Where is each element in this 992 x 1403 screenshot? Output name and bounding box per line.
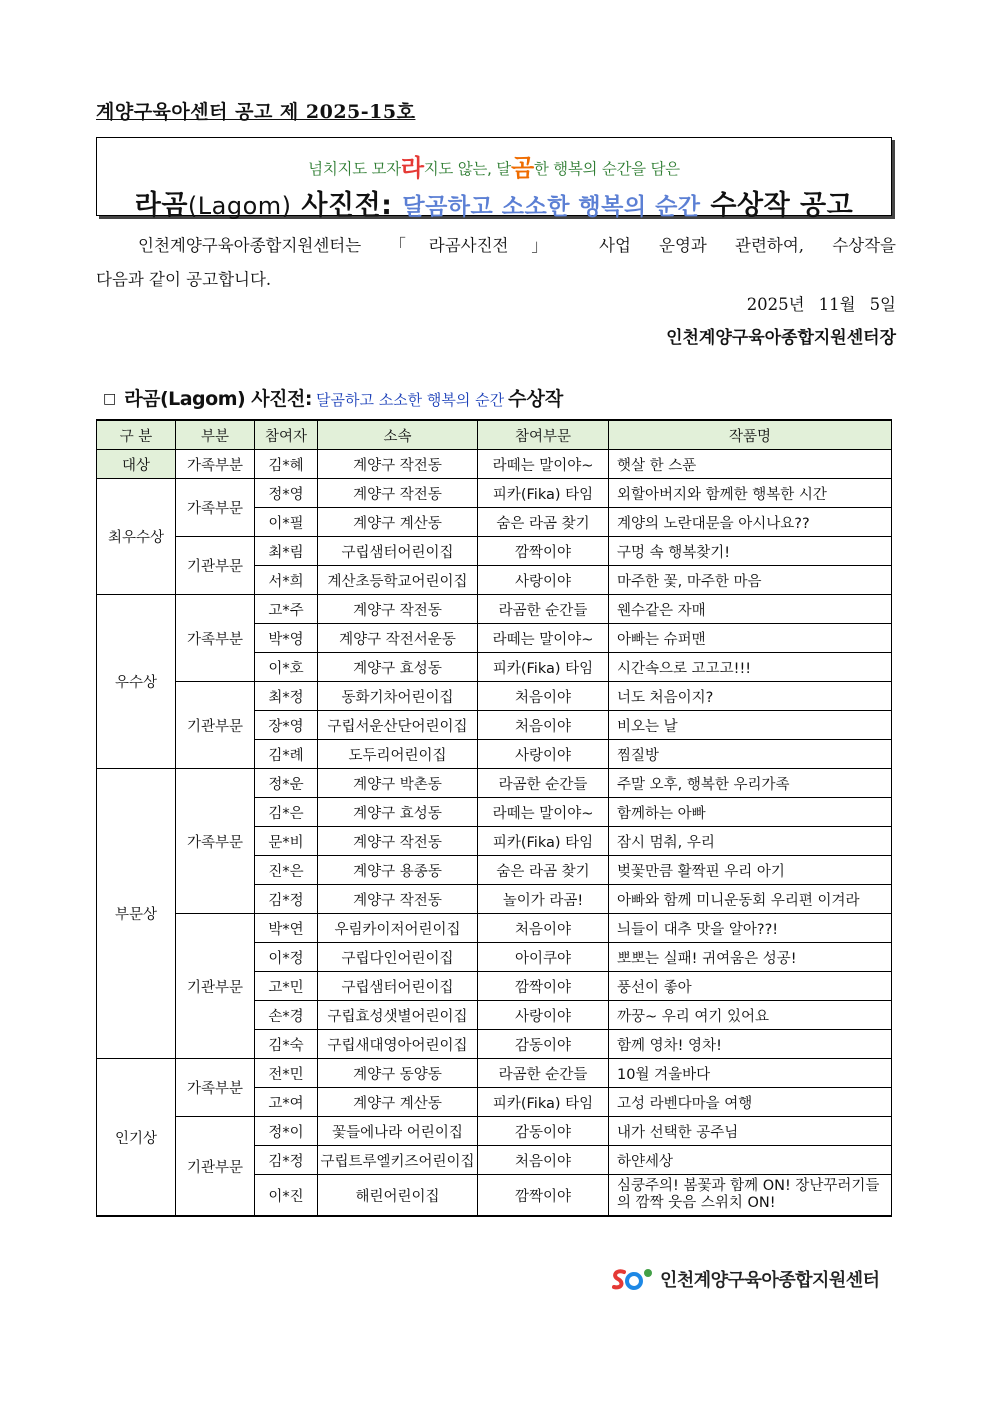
title-cell: 계양의 노란대문을 아시나요?? (609, 508, 892, 537)
division-cell: 가족부분 (176, 1059, 255, 1117)
participant-cell: 고*주 (255, 595, 318, 624)
participant-cell: 장*영 (255, 711, 318, 740)
table-row (97, 914, 892, 943)
affiliation-cell: 계양구 동양동 (318, 1059, 478, 1088)
signer: 인천계양구육아종합지원센터장 (666, 328, 896, 348)
title-cell: 풍선이 좋아 (609, 972, 892, 1001)
table-row (97, 450, 892, 479)
participant-cell: 이*진 (255, 1175, 318, 1217)
affiliation-cell: 구립다인어린이집 (318, 943, 478, 972)
affiliation-cell: 계양구 작전동 (318, 479, 478, 508)
title-box (96, 137, 892, 221)
date-year: 2025년 (746, 295, 805, 314)
affiliation-cell: 계산초등학교어린이집 (318, 566, 478, 595)
participant-cell: 고*여 (255, 1088, 318, 1117)
main-title (97, 183, 891, 222)
participant-cell: 정*운 (255, 769, 318, 798)
participant-cell: 김*정 (255, 1146, 318, 1175)
participant-cell: 박*연 (255, 914, 318, 943)
affiliation-cell: 구립새대영아어린이집 (318, 1030, 478, 1059)
title-cell: 까꿍~ 우리 여기 있어요 (609, 1001, 892, 1030)
header-affiliation: 소속 (318, 420, 478, 450)
category-cell: 라떼는 말이야~ (478, 624, 609, 653)
title-cell: 마주한 꽃, 마주한 마음 (609, 566, 892, 595)
date-month: 11월 (818, 295, 856, 314)
title-cell: 너도 처음이지? (609, 682, 892, 711)
participant-cell: 서*희 (255, 566, 318, 595)
title-cell: 뽀뽀는 실패! 귀여움은 성공! (609, 943, 892, 972)
header-award: 구 분 (97, 420, 176, 450)
participant-cell: 박*영 (255, 624, 318, 653)
participant-cell: 김*례 (255, 740, 318, 769)
award-cell: 부문상 (97, 769, 176, 1059)
table-row (97, 537, 892, 566)
division-cell: 가족부분 (176, 450, 255, 479)
main-title-lagom: (Lagom) (187, 192, 292, 220)
title-cell: 벚꽃만큼 활짝핀 우리 아기 (609, 856, 892, 885)
affiliation-cell: 구립효성샛별어린이집 (318, 1001, 478, 1030)
title-cell: 찜질방 (609, 740, 892, 769)
division-cell: 가족부문 (176, 769, 255, 914)
section-heading-part: 라곰(Lagom) 사진전: (124, 388, 312, 410)
table-row (97, 769, 892, 798)
category-cell: 라떼는 말이야~ (478, 450, 609, 479)
subtitle-part: 한 행복의 순간을 담은 (533, 160, 680, 178)
affiliation-cell: 계양구 작전동 (318, 450, 478, 479)
header-participant: 참여자 (255, 420, 318, 450)
center-logo (610, 1266, 880, 1292)
table-row (97, 595, 892, 624)
notice-number: 계양구육아센터 공고 제 2025-15호 (96, 101, 416, 123)
participant-cell: 진*은 (255, 856, 318, 885)
participant-cell: 문*비 (255, 827, 318, 856)
section-heading (103, 384, 563, 411)
division-cell: 기관부문 (176, 682, 255, 769)
affiliation-cell: 우림카이저어린이집 (318, 914, 478, 943)
participant-cell: 김*정 (255, 885, 318, 914)
category-cell: 피카(Fika) 타임 (478, 653, 609, 682)
table-row (97, 1117, 892, 1146)
header-category: 참여부문 (478, 420, 609, 450)
notice-date (733, 291, 896, 315)
participant-cell: 손*경 (255, 1001, 318, 1030)
category-cell: 깜짝이야 (478, 972, 609, 1001)
affiliation-cell: 구립서운산단어린이집 (318, 711, 478, 740)
affiliation-cell: 계양구 박촌동 (318, 769, 478, 798)
participant-cell: 전*민 (255, 1059, 318, 1088)
subtitle-accent-ra: 라 (400, 154, 424, 182)
division-cell: 기관부문 (176, 914, 255, 1059)
affiliation-cell: 계양구 계산동 (318, 508, 478, 537)
center-logo-icon (610, 1267, 654, 1291)
category-cell: 깜짝이야 (478, 1175, 609, 1217)
date-day: 5일 (869, 295, 896, 314)
category-cell: 사랑이야 (478, 740, 609, 769)
affiliation-cell: 계양구 효성동 (318, 798, 478, 827)
table-header-row (97, 420, 892, 450)
affiliation-cell: 계양구 작전서운동 (318, 624, 478, 653)
affiliation-cell: 계양구 용종동 (318, 856, 478, 885)
title-cell: 구멍 속 행복찾기! (609, 537, 892, 566)
category-cell: 감동이야 (478, 1117, 609, 1146)
title-cell: 내가 선택한 공주님 (609, 1117, 892, 1146)
header-title: 작품명 (609, 420, 892, 450)
affiliation-cell: 도두리어린이집 (318, 740, 478, 769)
title-cell: 외할아버지와 함께한 행복한 시간 (609, 479, 892, 508)
category-cell: 숨은 라곰 찾기 (478, 508, 609, 537)
title-cell: 시간속으로 고고고!!! (609, 653, 892, 682)
main-title-part: 수상작 공고 (700, 190, 854, 221)
category-cell: 라곰한 순간들 (478, 595, 609, 624)
affiliation-cell: 계양구 효성동 (318, 653, 478, 682)
title-cell: 함께 영차! 영차! (609, 1030, 892, 1059)
title-cell: 하얀세상 (609, 1146, 892, 1175)
participant-cell: 이*필 (255, 508, 318, 537)
participant-cell: 정*이 (255, 1117, 318, 1146)
affiliation-cell: 계양구 작전동 (318, 885, 478, 914)
participant-cell: 김*숙 (255, 1030, 318, 1059)
title-cell: 10월 겨울바다 (609, 1059, 892, 1088)
main-title-tagline: 달곰하고 소소한 행복의 순간 (402, 194, 701, 220)
award-cell: 인기상 (97, 1059, 176, 1217)
category-cell: 라떼는 말이야~ (478, 798, 609, 827)
category-cell: 피카(Fika) 타임 (478, 1088, 609, 1117)
awards-table (96, 419, 892, 1217)
checkbox-icon: □ (103, 391, 117, 407)
affiliation-cell: 계양구 계산동 (318, 1088, 478, 1117)
category-cell: 처음이야 (478, 914, 609, 943)
award-cell: 우수상 (97, 595, 176, 769)
participant-cell: 김*은 (255, 798, 318, 827)
division-cell: 기관부문 (176, 1117, 255, 1217)
title-cell: 고성 라벤다마을 여행 (609, 1088, 892, 1117)
title-cell: 잠시 멈춰, 우리 (609, 827, 892, 856)
category-cell: 아이쿠야 (478, 943, 609, 972)
affiliation-cell: 구립샘터어린이집 (318, 537, 478, 566)
affiliation-cell: 구립샘터어린이집 (318, 972, 478, 1001)
category-cell: 라곰한 순간들 (478, 1059, 609, 1088)
subtitle-accent-gom: 곰 (510, 154, 534, 182)
category-cell: 사랑이야 (478, 566, 609, 595)
division-cell: 가족부분 (176, 595, 255, 682)
division-cell: 가족부문 (176, 479, 255, 537)
notice-body (96, 229, 896, 297)
title-cell: 심쿵주의! 봄꽃과 함께 ON! 장난꾸러기들의 깜짝 웃음 스위치 ON! (609, 1175, 892, 1217)
division-cell: 기관부문 (176, 537, 255, 595)
table-row (97, 682, 892, 711)
table-row (97, 479, 892, 508)
award-cell: 최우수상 (97, 479, 176, 595)
notice-body-line: 다음과 같이 공고합니다. (96, 270, 272, 289)
category-cell: 처음이야 (478, 682, 609, 711)
main-title-part: 라곰 (134, 190, 188, 221)
main-title-part: 사진전: (291, 190, 403, 221)
title-cell: 아빠는 슈퍼맨 (609, 624, 892, 653)
category-cell: 처음이야 (478, 1146, 609, 1175)
category-cell: 놀이가 라곰! (478, 885, 609, 914)
category-cell: 감동이야 (478, 1030, 609, 1059)
affiliation-cell: 해린어린이집 (318, 1175, 478, 1217)
participant-cell: 이*정 (255, 943, 318, 972)
section-heading-tagline: 달곰하고 소소한 행복의 순간 (315, 391, 505, 409)
category-cell: 깜짝이야 (478, 537, 609, 566)
title-cell: 주말 오후, 행복한 우리가족 (609, 769, 892, 798)
title-cell: 늬들이 대추 맛을 알아??! (609, 914, 892, 943)
participant-cell: 정*영 (255, 479, 318, 508)
category-cell: 사랑이야 (478, 1001, 609, 1030)
category-cell: 숨은 라곰 찾기 (478, 856, 609, 885)
award-cell: 대상 (97, 450, 176, 479)
participant-cell: 김*혜 (255, 450, 318, 479)
title-cell: 아빠와 함께 미니운동회 우리편 이겨라 (609, 885, 892, 914)
participant-cell: 최*림 (255, 537, 318, 566)
affiliation-cell: 구립트루엘키즈어린이집 (318, 1146, 478, 1175)
table-row (97, 1059, 892, 1088)
subtitle-part: 넘치지도 모자 (308, 160, 401, 178)
category-cell: 피카(Fika) 타임 (478, 479, 609, 508)
notice-body-line: 인천계양구육아종합지원센터는 「라곰사진전」 사업 운영과 관련하여, 수상작을 (138, 236, 896, 255)
title-cell: 함께하는 아빠 (609, 798, 892, 827)
section-heading-part: 수상작 (508, 388, 564, 410)
title-subtitle (97, 148, 891, 183)
category-cell: 피카(Fika) 타임 (478, 827, 609, 856)
affiliation-cell: 동화기차어린이집 (318, 682, 478, 711)
affiliation-cell: 계양구 작전동 (318, 595, 478, 624)
center-name: 인천계양구육아종합지원센터 (660, 1270, 880, 1291)
subtitle-part: 지도 않는, 달 (423, 160, 511, 178)
affiliation-cell: 계양구 작전동 (318, 827, 478, 856)
category-cell: 라곰한 순간들 (478, 769, 609, 798)
participant-cell: 고*민 (255, 972, 318, 1001)
affiliation-cell: 꽃들에나라 어린이집 (318, 1117, 478, 1146)
category-cell: 처음이야 (478, 711, 609, 740)
participant-cell: 최*정 (255, 682, 318, 711)
title-cell: 웬수같은 자매 (609, 595, 892, 624)
title-cell: 비오는 날 (609, 711, 892, 740)
participant-cell: 이*호 (255, 653, 318, 682)
header-division: 부분 (176, 420, 255, 450)
title-cell: 햇살 한 스푼 (609, 450, 892, 479)
